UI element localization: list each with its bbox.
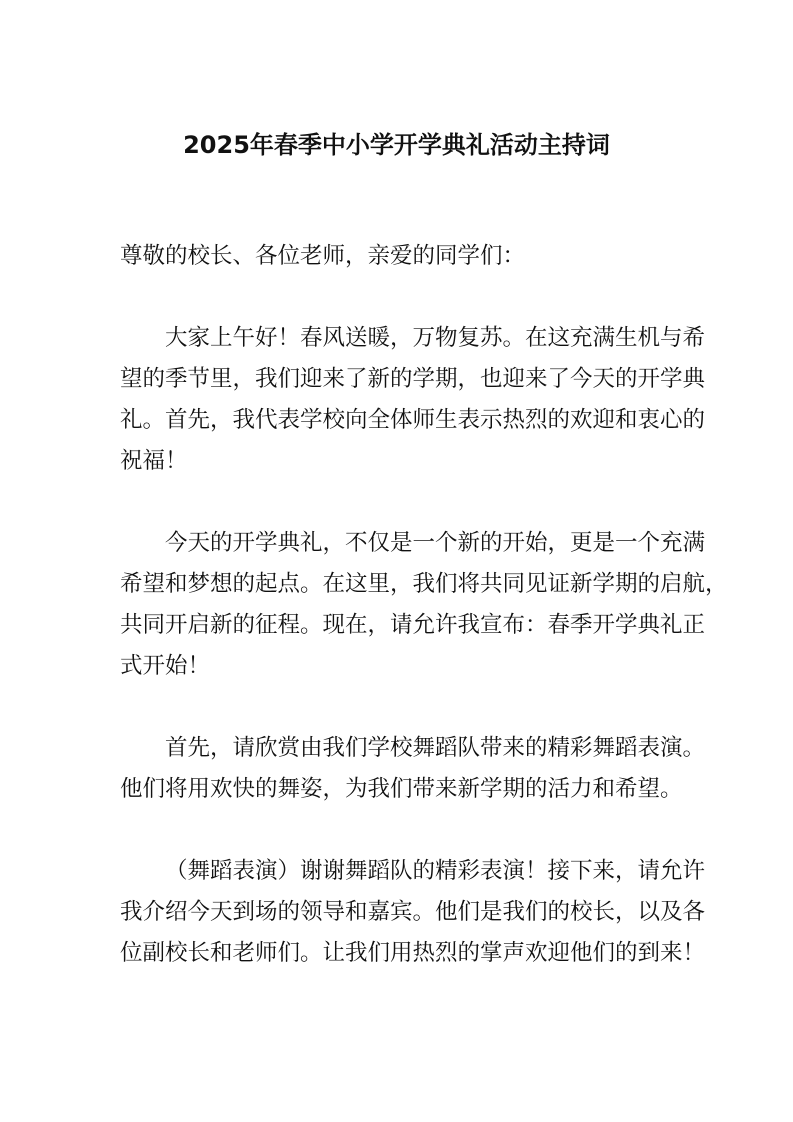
paragraph-line: 希望和梦想的起点。在这里，我们将共同见证新学期的启航，: [120, 571, 728, 597]
paragraph-line: 我介绍今天到场的领导和嘉宾。他们是我们的校长，以及各: [120, 899, 706, 925]
document-title: 2025年春季中小学开学典礼活动主持词: [183, 131, 610, 159]
paragraph-line: 今天的开学典礼，不仅是一个新的开始，更是一个充满: [165, 530, 706, 556]
paragraph-line: 大家上午好！春风送暖，万物复苏。在这充满生机与希: [165, 325, 706, 351]
document-body: [120, 236, 728, 1015]
paragraph-line: 祝福！: [120, 448, 188, 474]
greeting-paragraph: [120, 236, 673, 277]
paragraph-line: （舞蹈表演）谢谢舞蹈队的精彩表演！接下来，请允许: [165, 858, 706, 884]
paragraph-line: 望的季节里，我们迎来了新的学期，也迎来了今天的开学典: [120, 366, 706, 392]
paragraph-line: 位副校长和老师们。让我们用热烈的掌声欢迎他们的到来！: [120, 940, 706, 966]
paragraph-line: 礼。首先，我代表学校向全体师生表示热烈的欢迎和衷心的: [120, 407, 706, 433]
paragraph-line: 首先，请欣赏由我们学校舞蹈队带来的精彩舞蹈表演。: [165, 735, 706, 761]
paragraph-line: 共同开启新的征程。现在，请允许我宣布：春季开学典礼正: [120, 612, 706, 638]
paragraph: [120, 728, 706, 810]
paragraph-line: 他们将用欢快的舞姿，为我们带来新学期的活力和希望。: [120, 776, 683, 802]
paragraph: [120, 318, 706, 482]
paragraph-line: 式开始！: [120, 653, 211, 679]
paragraph: [120, 851, 706, 974]
paragraph: [120, 523, 728, 687]
greeting-line: 尊敬的校长、各位老师，亲爱的同学们：: [120, 243, 526, 269]
